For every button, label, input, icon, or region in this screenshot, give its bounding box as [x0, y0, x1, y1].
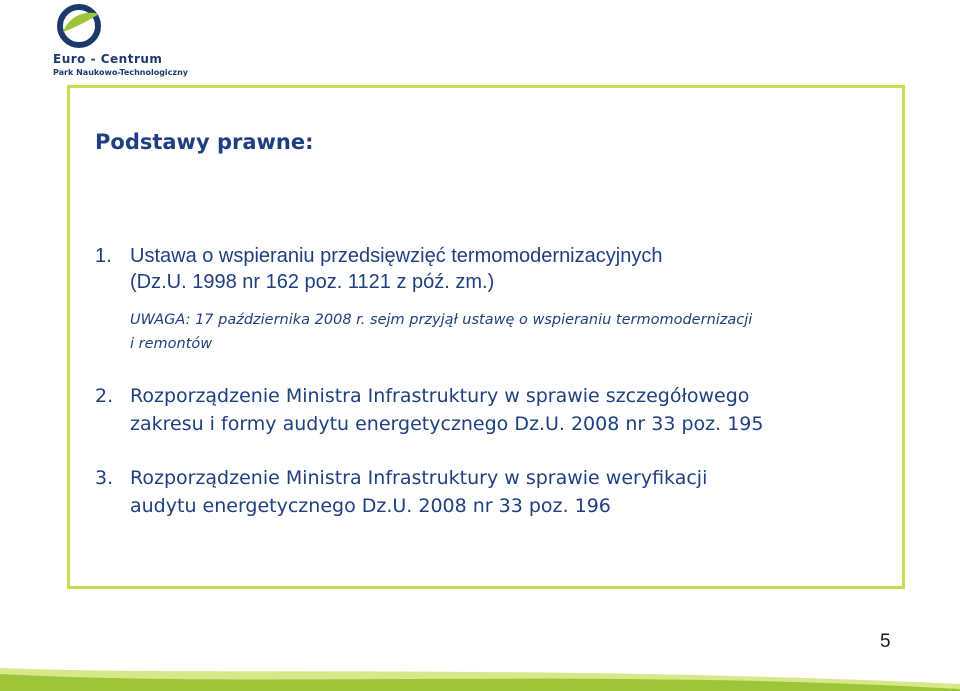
list-item-line: Ustawa o wspieraniu przedsięwzięć termomodernizacyjnych: [130, 245, 663, 267]
list-item-line: (Dz.U. 1998 nr 162 poz. 1121 z póź. zm.): [130, 271, 495, 293]
note: [130, 308, 752, 356]
logo-title: Euro - Centrum: [53, 52, 163, 66]
list-item-line: Rozporządzenie Ministra Infrastruktury w sprawie weryfikacji: [130, 467, 708, 489]
footer-decoration: [0, 662, 960, 691]
page-title: Podstawy prawne:: [95, 130, 314, 154]
list-item-number: 2.: [95, 385, 114, 407]
logo-subtitle: Park Naukowo-Technologiczny: [53, 68, 188, 77]
content-frame: [67, 85, 905, 589]
list-item-text: [130, 382, 763, 438]
list-item-line: Rozporządzenie Ministra Infrastruktury w sprawie szczegółowego: [130, 385, 750, 407]
list-item-number: 1.: [95, 245, 112, 267]
list-item-text: [130, 243, 662, 295]
euro-centrum-logo-icon: [55, 2, 105, 50]
note-line: i remontów: [130, 336, 213, 352]
list-item-line: zakresu i formy audytu energetycznego Dz.U. 2008 nr 33 poz. 195: [130, 413, 764, 435]
list-item-text: [130, 464, 707, 520]
page-number: 5: [880, 631, 891, 652]
logo: [50, 2, 190, 80]
note-line: UWAGA: 17 października 2008 r. sejm przyjął ustawę o wspieraniu termomodernizacji: [130, 312, 753, 328]
list-item-line: audytu energetycznego Dz.U. 2008 nr 33 poz. 196: [130, 495, 611, 517]
list-item-number: 3.: [95, 467, 114, 489]
